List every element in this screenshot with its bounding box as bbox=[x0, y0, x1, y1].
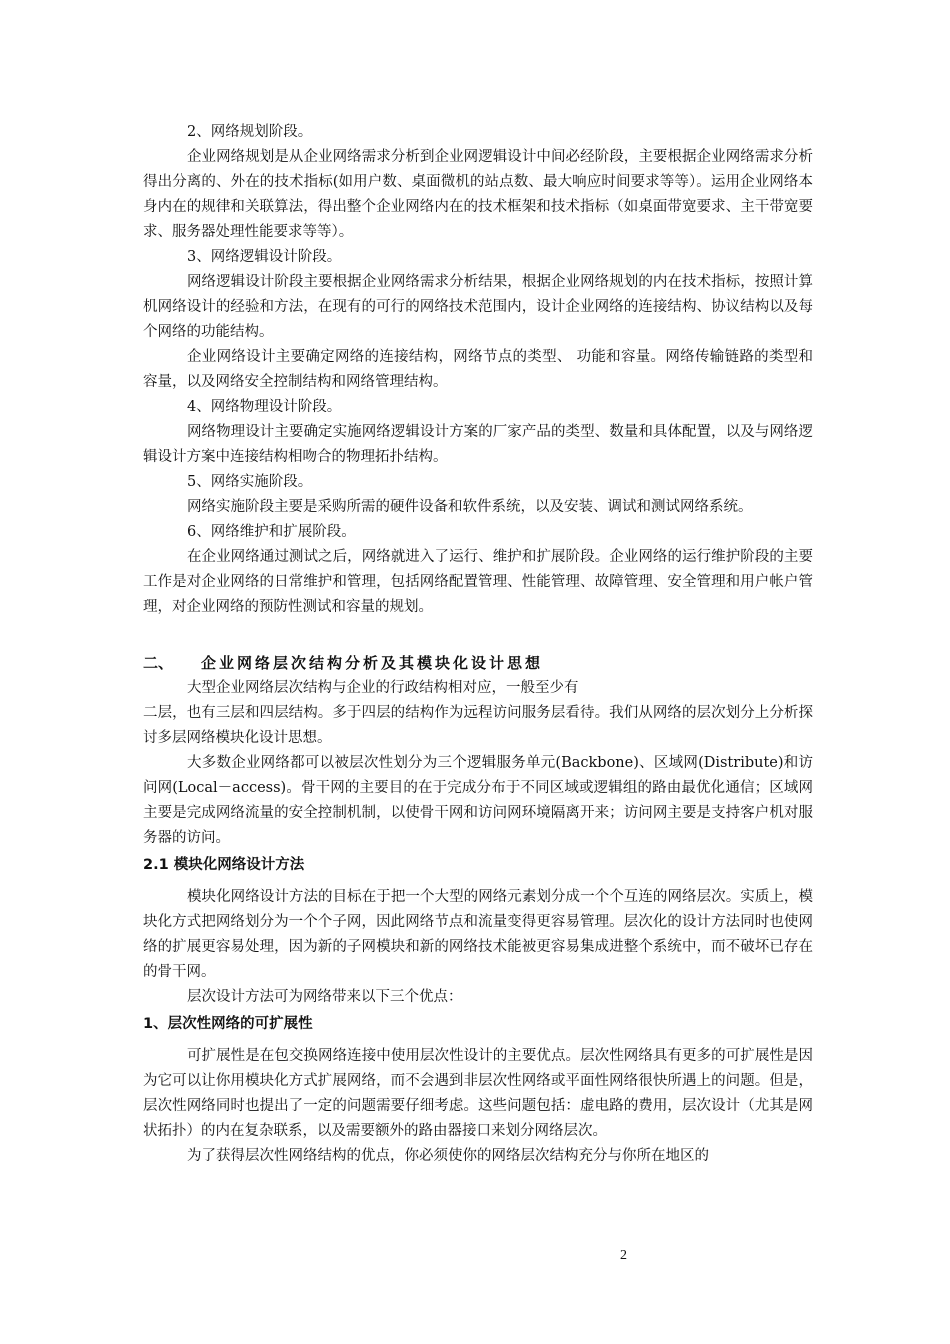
subsection-2-1-para2: 层次设计方法可为网络带来以下三个优点： bbox=[187, 989, 463, 1005]
stage3-body-2: 企业网络设计主要确定网络的连接结构，网络节点的类型、 功能和容量。网络传输链路的类型和容量，以及网络安全控制结构和网络管理结构。 bbox=[143, 349, 813, 390]
section-title: 企业网络层次结构分析及其模块化设计思想 bbox=[201, 654, 544, 672]
subsection-2-1-para1: 模块化网络设计方法的目标在于把一个大型的网络元素划分成一个个互连的网络层次。实质上，模块化方式把网络划分为一个个子网，因此网络节点和流量变得更容易管理。层次化的设计方法同时也使网络的扩展更容易处理，因为新的子网模块和新的网络技术能被更容易集成进整个系统中，而不破坏已存在的骨干网。 bbox=[143, 889, 813, 980]
stage5-body: 网络实施阶段主要是采购所需的硬件设备和软件系统，以及安装、调试和测试网络系统。 bbox=[187, 499, 753, 515]
stage3-title: 3、网络逻辑设计阶段。 bbox=[187, 249, 342, 265]
stage2-title: 2、网络规划阶段。 bbox=[187, 124, 313, 140]
section-number: 二、 bbox=[143, 654, 174, 672]
section2-para2: 大多数企业网络都可以被层次性划分为三个逻辑服务单元(Backbone)、区域网(Distribute)和访问网(Local－access)。骨干网的主要目的在于完成分布于不同区域或逻辑组的路由最优化通信；区域网主要是完成网络流量的安全控制机制，以使骨干网和访问网环境隔离开来；访问网主要是支持客户机对服务器的访问。 bbox=[143, 755, 813, 846]
page-number: 2 bbox=[620, 1248, 627, 1263]
stage4-title: 4、网络物理设计阶段。 bbox=[187, 399, 342, 415]
section-heading bbox=[143, 650, 813, 676]
stage2-body: 企业网络规划是从企业网络需求分析到企业网逻辑设计中间必经阶段，主要根据企业网络需求分析得出分离的、外在的技术指标(如用户数、桌面微机的站点数、最大响应时间要求等等）。运用企业网络本身内在的规律和关联算法，得出整个企业网络内在的技术框架和技术指标（如桌面带宽要求、主干带宽要求、服务器处理性能要求等等）。 bbox=[143, 149, 813, 240]
section2-para1-line1: 大型企业网络层次结构与企业的行政结构相对应，一般至少有 bbox=[187, 680, 579, 696]
document-page bbox=[143, 120, 813, 1169]
subsection-2-1-title: 2.1 模块化网络设计方法 bbox=[143, 857, 305, 873]
stage5-title: 5、网络实施阶段。 bbox=[187, 474, 313, 490]
stage3-body-1: 网络逻辑设计阶段主要根据企业网络需求分析结果，根据企业网络规划的内在技术指标，按照计算机网络设计的经验和方法，在现有的可行的网络技术范围内，设计企业网络的连接结构、协议结构以及每个网络的功能结构。 bbox=[143, 274, 813, 340]
stage6-title: 6、网络维护和扩展阶段。 bbox=[187, 524, 356, 540]
stage4-body: 网络物理设计主要确定实施网络逻辑设计方案的厂家产品的类型、数量和具体配置，以及与网络逻辑设计方案中连接结构相吻合的物理拓扑结构。 bbox=[143, 424, 813, 465]
section2-para1-rest: 二层，也有三层和四层结构。多于四层的结构作为远程访问服务层看待。我们从网络的层次划分上分析探讨多层网络模块化设计思想。 bbox=[143, 705, 813, 746]
point1-para2: 为了获得层次性网络结构的优点，你必须使你的网络层次结构充分与你所在地区的 bbox=[187, 1148, 709, 1164]
stage6-body: 在企业网络通过测试之后，网络就进入了运行、维护和扩展阶段。企业网络的运行维护阶段的主要工作是对企业网络的日常维护和管理，包括网络配置管理、性能管理、故障管理、安全管理和用户帐户管理，对企业网络的预防性测试和容量的规划。 bbox=[143, 549, 813, 615]
point1-para1: 可扩展性是在包交换网络连接中使用层次性设计的主要优点。层次性网络具有更多的可扩展性是因为它可以让你用模块化方式扩展网络，而不会遇到非层次性网络或平面性网络很快所遇上的问题。但是，层次性网络同时也提出了一定的问题需要仔细考虑。这些问题包括：虚电路的费用，层次设计（尤其是网状拓扑）的内在复杂联系，以及需要额外的路由器接口来划分网络层次。 bbox=[143, 1048, 813, 1139]
point1-title: 1、层次性网络的可扩展性 bbox=[143, 1016, 313, 1032]
